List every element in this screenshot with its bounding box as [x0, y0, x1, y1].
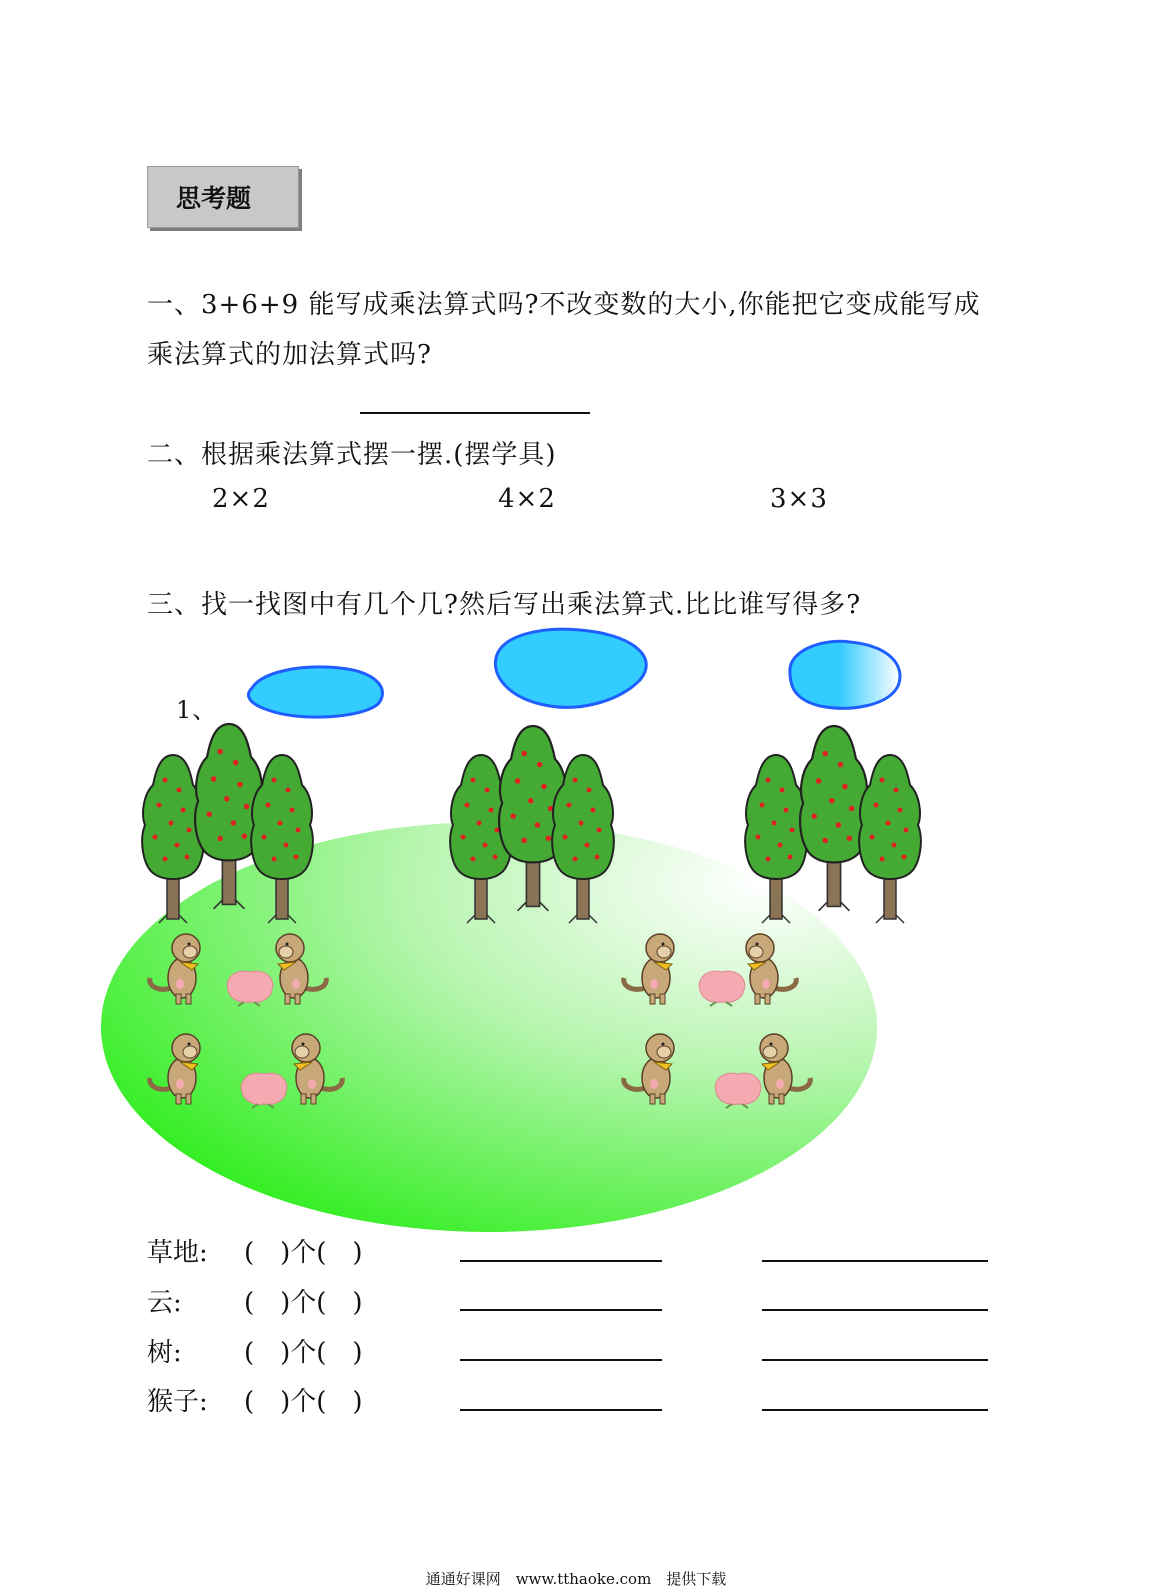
answer-blank: ( )个( ) — [244, 1338, 363, 1368]
expression: 2×2 — [212, 484, 270, 514]
expression: 3×3 — [770, 484, 828, 514]
answer-blank: ( )个( ) — [244, 1387, 363, 1417]
section-title-box — [147, 166, 299, 228]
question-1-line-1: 一、3+6+9 能写成乘法算式吗?不改变数的大小,你能把它变成能写成 — [147, 290, 981, 320]
cloud — [790, 641, 900, 708]
answer-label-monkey: 猴子: — [147, 1387, 208, 1417]
answer-line[interactable] — [460, 1409, 662, 1411]
answer-blank: ( )个( ) — [244, 1288, 363, 1318]
footer-text: 通通好课网 www.tthaoke.com 提供下载 — [425, 1570, 727, 1588]
answer-line[interactable] — [762, 1309, 988, 1311]
answer-line[interactable] — [762, 1260, 988, 1262]
answer-line[interactable] — [360, 412, 590, 414]
tree-group — [142, 724, 313, 923]
answer-blank: ( )个( ) — [244, 1238, 363, 1268]
answer-label-cloud: 云: — [147, 1288, 182, 1318]
question-1-line-2: 乘法算式的加法算式吗? — [147, 340, 432, 370]
answer-line[interactable] — [460, 1309, 662, 1311]
question-3: 三、找一找图中有几个几?然后写出乘法算式.比比谁写得多? — [147, 590, 862, 620]
answer-label-grass: 草地: — [147, 1238, 208, 1268]
item-number: 1、 — [176, 696, 218, 724]
cloud — [249, 667, 383, 717]
answer-line[interactable] — [762, 1359, 988, 1361]
tree-group — [450, 726, 614, 923]
tree-group — [745, 726, 921, 923]
answer-line[interactable] — [460, 1260, 662, 1262]
question-2: 二、根据乘法算式摆一摆.(摆学具) — [147, 440, 557, 470]
expression: 4×2 — [498, 484, 556, 514]
answer-label-tree: 树: — [147, 1338, 182, 1368]
grass-field — [101, 822, 877, 1232]
cloud — [495, 629, 646, 707]
answer-line[interactable] — [762, 1409, 988, 1411]
answer-line[interactable] — [460, 1359, 662, 1361]
section-title: 思考题 — [176, 184, 252, 213]
